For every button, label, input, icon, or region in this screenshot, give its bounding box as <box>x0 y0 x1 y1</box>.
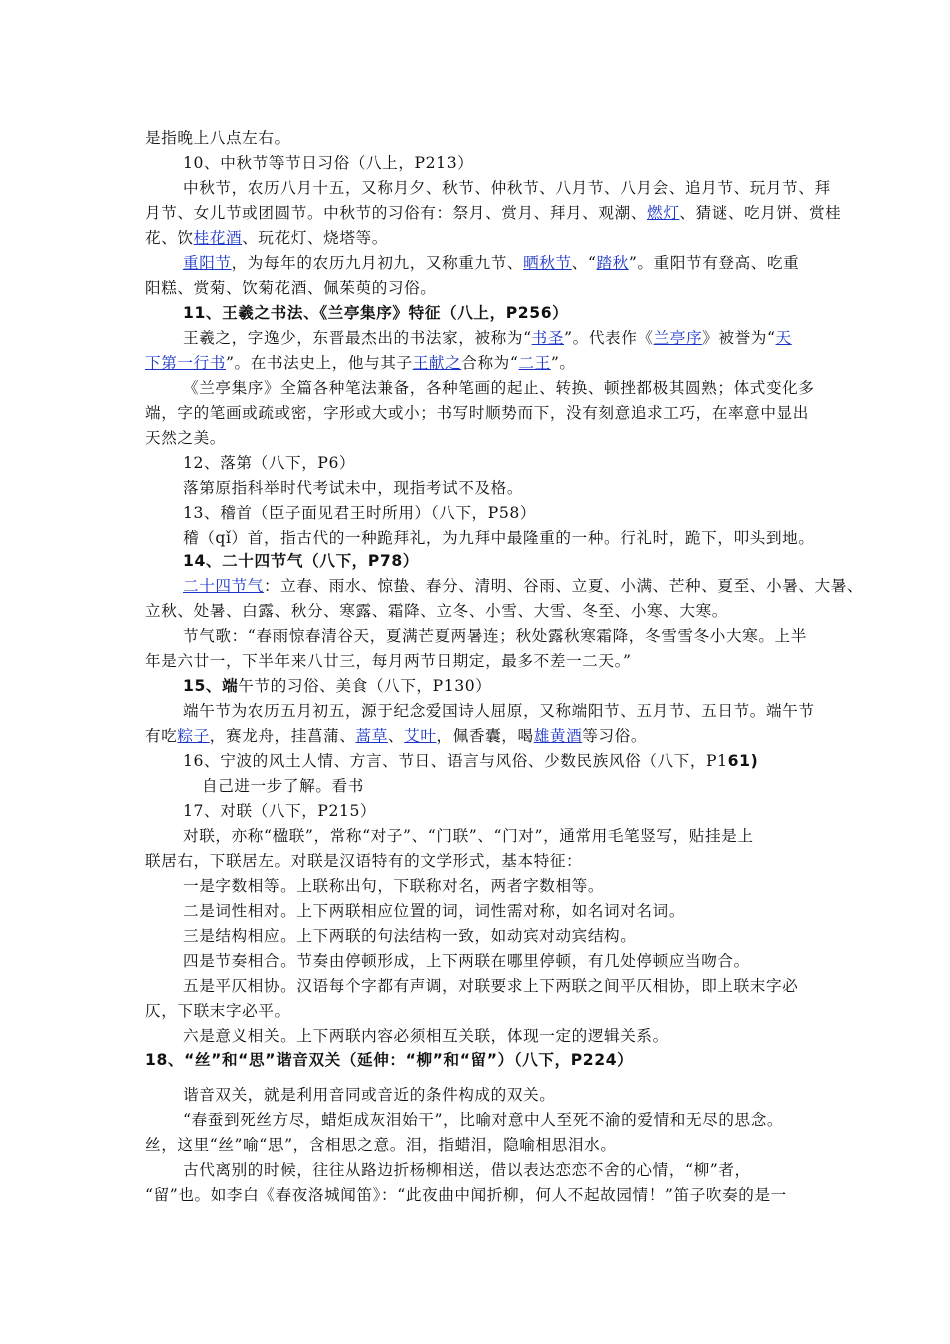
text-span: “留”也。如李白《春夜洛城闻笛》：“此夜曲中闻折柳，何人不起故园情！”笛子吹奏的是一 <box>145 1186 787 1204</box>
text-span: 王羲之，字逸少，东晋最杰出的书法家，被称为“ <box>183 329 532 347</box>
text-span: 四是节奏相合。节奏由停顿形成，上下两联在哪里停顿，有几处停顿应当吻合。 <box>183 952 750 970</box>
text-span: ”。重阳节有登高、吃重 <box>628 254 800 272</box>
section-heading <box>145 849 582 873</box>
text-span: 六是意义相关。上下两联内容必须相互关联，体现一定的逻辑关系。 <box>183 1027 669 1045</box>
text-span: 15、端 <box>183 677 239 695</box>
text-line <box>183 1108 783 1132</box>
text-line <box>183 574 863 598</box>
hyperlink[interactable]: 粽子 <box>177 727 210 745</box>
text-span: 端，字的笔画或疏或密，字形或大或小；书写时顺势而下，没有刻意追求工巧，在率意中显出 <box>145 404 809 422</box>
text-span: ，为每年的农历九月初九，又称重九节、 <box>231 254 524 272</box>
section-heading <box>145 201 841 225</box>
text-span: 17、对联（八下，P215） <box>183 802 377 820</box>
text-span: 谐音双关，就是利用音同或音近的条件构成的双关。 <box>183 1086 556 1104</box>
text-span: 、猜谜、吃月饼、赏桂 <box>679 204 842 222</box>
text-span: 》被誉为“ <box>702 329 776 347</box>
text-span: 14、二十四节气（八下，P78） <box>183 552 419 570</box>
section-heading <box>145 351 576 375</box>
text-span: 等习俗。 <box>582 727 648 745</box>
text-span: 三是结构相应。上下两联的句法结构一致，如动宾对动宾结构。 <box>183 927 637 945</box>
text-line <box>183 749 758 773</box>
text-span: 13、稽首（臣子面见君王时所用）（八下，P58） <box>183 504 537 522</box>
text-span: ，佩香囊，喝 <box>436 727 534 745</box>
section-heading <box>145 401 809 425</box>
text-span: 对联，亦称“楹联”，常称“对子”、“门联”、“门对”，通常用毛笔竖写，贴挂是上 <box>183 827 754 845</box>
text-span: ：立春、雨水、惊蛰、春分、清明、谷雨、立夏、小满、芒种、夏至、小暑、大暑、 <box>263 577 864 595</box>
text-span: 端午节为农历五月初五，源于纪念爱国诗人屈原，又称端阳节、五月节、五日节。端午节 <box>183 702 815 720</box>
text-line <box>183 874 604 898</box>
text-span: 一是字数相等。上联称出句，下联称对名，两者字数相等。 <box>183 877 605 895</box>
section-heading <box>145 649 632 673</box>
text-span: 古代离别的时候，往往从路边折杨柳相送，借以表达恋恋不舍的心情，“柳”者， <box>183 1161 751 1179</box>
text-span: 仄，下联末字必平。 <box>145 1002 291 1020</box>
hyperlink[interactable]: 踏秋 <box>596 254 629 272</box>
text-span: ”。 <box>550 354 576 372</box>
text-span: 年是六廿一，下半年来八廿三，每月两节日期定，最多不差一二天。” <box>145 652 632 670</box>
text-span: 、 <box>387 727 405 745</box>
text-span: 12、落第（八下，P6） <box>183 454 356 472</box>
section-heading <box>145 426 226 450</box>
text-line <box>202 774 364 798</box>
text-span: 联居右，下联居左。对联是汉语特有的文学形式，基本特征： <box>145 852 583 870</box>
hyperlink[interactable]: 天 <box>775 329 792 347</box>
hyperlink[interactable]: 二十四节气 <box>183 577 264 595</box>
text-line <box>183 451 355 475</box>
section-heading <box>145 126 291 150</box>
text-line <box>183 824 754 848</box>
hyperlink[interactable]: 蒿草 <box>355 727 388 745</box>
text-line <box>183 326 792 350</box>
text-span: 天然之美。 <box>145 429 226 447</box>
hyperlink[interactable]: 桂花酒 <box>193 229 243 247</box>
text-line <box>183 1024 669 1048</box>
text-span: 丝，这里“丝”喻“思”，含相思之意。泪，指蜡泪，隐喻相思泪水。 <box>145 1136 617 1154</box>
text-span: 18、“丝”和“思”谐音双关（延伸：“柳”和“留”）（八下，P224） <box>145 1051 634 1069</box>
text-span: ”。在书法史上，他与其子 <box>225 354 413 372</box>
text-line <box>183 799 376 823</box>
text-span: 稽（qǐ）首，指古代的一种跪拜礼，为九拜中最隆重的一种。行礼时，跪下，叩头到地。 <box>183 529 815 547</box>
hyperlink[interactable]: 艾叶 <box>404 727 437 745</box>
hyperlink[interactable]: 下第一行书 <box>145 354 226 372</box>
hyperlink[interactable]: 重阳节 <box>183 254 232 272</box>
hyperlink[interactable]: 书圣 <box>531 329 565 347</box>
text-line <box>183 924 636 948</box>
text-span: 61) <box>727 752 759 770</box>
text-line <box>183 949 750 973</box>
section-heading <box>145 999 291 1023</box>
text-span: 月节、女儿节或团圆节。中秋节的习俗有：祭月、赏月、拜月、观潮、 <box>145 204 648 222</box>
text-span: 合称为“ <box>461 354 519 372</box>
text-span: 落第原指科举时代考试未中，现指考试不及格。 <box>183 479 524 497</box>
text-line <box>183 974 798 998</box>
text-span: 16、宁波的风土人情、方言、节日、语言与风俗、少数民族风俗（八下，P1 <box>183 752 728 770</box>
text-line <box>183 699 815 723</box>
text-span: 、玩花灯、烧塔等。 <box>242 229 388 247</box>
text-line <box>183 526 815 550</box>
text-span: 二是词性相对。上下两联相应位置的词，词性需对称，如名词对名词。 <box>183 902 686 920</box>
hyperlink[interactable]: 雄黄酒 <box>533 727 583 745</box>
hyperlink[interactable]: 王献之 <box>412 354 462 372</box>
text-span: 、“ <box>571 254 597 272</box>
text-span: 10、中秋节等节日习俗（八上，P213） <box>183 154 474 172</box>
text-line <box>183 476 523 500</box>
text-span: 《兰亭集序》全篇各种笔法兼备，各种笔画的起止、转换、顿挫都极其圆熟；体式变化多 <box>183 379 815 397</box>
text-line <box>183 624 807 648</box>
text-span: 节气歌：“春雨惊春清谷天，夏满芒夏两暑连；秋处露秋寒霜降，冬雪雪冬小大寒。上半 <box>183 627 807 645</box>
text-span: 午节的习俗、美食（八下，P130） <box>238 677 492 695</box>
text-line <box>183 376 815 400</box>
text-line <box>183 674 491 698</box>
text-span: 花、饮 <box>145 229 194 247</box>
section-heading <box>145 724 647 748</box>
section-heading <box>145 276 437 300</box>
text-span: 五是平仄相协。汉语每个字都有声调，对联要求上下两联之间平仄相协，即上联末字必 <box>183 977 799 995</box>
text-line <box>183 501 536 525</box>
text-span: 阳糕、赏菊、饮菊花酒、佩茱萸的习俗。 <box>145 279 437 297</box>
text-span: 11、王羲之书法、《兰亭集序》特征（八上，P256） <box>183 304 569 322</box>
section-heading <box>145 1133 617 1157</box>
section-heading <box>183 301 568 325</box>
hyperlink[interactable]: 晒秋节 <box>523 254 572 272</box>
text-line <box>183 151 473 175</box>
text-line <box>183 176 831 200</box>
text-line <box>183 1158 751 1182</box>
section-heading <box>145 226 388 250</box>
text-span: 自己进一步了解。看书 <box>202 777 364 795</box>
section-heading <box>145 599 728 623</box>
section-heading <box>145 1048 633 1072</box>
text-span: 立秋、处暑、白露、秋分、寒露、霜降、立冬、小雪、大雪、冬至、小寒、大寒。 <box>145 602 728 620</box>
section-heading <box>145 1183 787 1207</box>
text-span: ”。代表作《 <box>564 329 654 347</box>
text-span: 是指晚上八点左右。 <box>145 129 291 147</box>
hyperlink[interactable]: 二王 <box>518 354 551 372</box>
text-line <box>183 251 799 275</box>
section-heading <box>183 549 419 573</box>
text-span: 有吃 <box>145 727 178 745</box>
hyperlink[interactable]: 兰亭序 <box>653 329 703 347</box>
text-span: 中秋节，农历八月十五，又称月夕、秋节、仲秋节、八月节、八月会、追月节、玩月节、拜 <box>183 179 831 197</box>
text-span: ，赛龙舟，挂菖蒲、 <box>209 727 356 745</box>
hyperlink[interactable]: 燃灯 <box>647 204 680 222</box>
text-span: “春蚕到死丝方尽，蜡炬成灰泪始干”，比喻对意中人至死不渝的爱情和无尽的思念。 <box>183 1111 784 1129</box>
text-line <box>183 1083 555 1107</box>
text-line <box>183 899 685 923</box>
